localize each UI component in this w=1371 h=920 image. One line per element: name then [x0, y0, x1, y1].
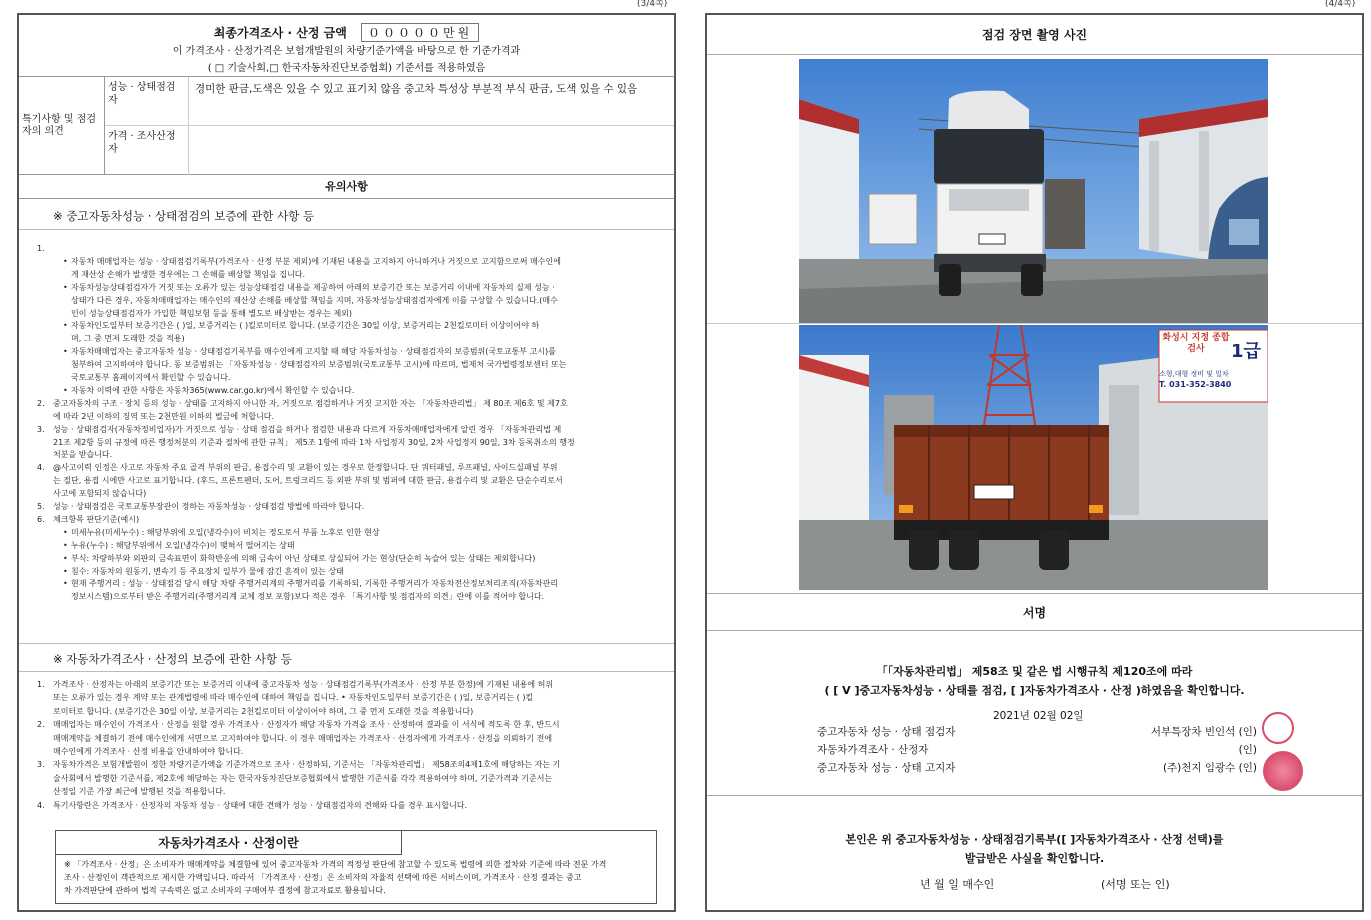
notice-number: 4.	[37, 463, 45, 473]
photo-section-title: 점검 장면 촬영 사진	[707, 15, 1362, 55]
notice-line	[37, 514, 659, 527]
notice-line	[37, 566, 659, 579]
notice-text: 에 따라 2년 이하의 징역 또는 2천만원 이하의 벌금에 처합니다.	[53, 411, 275, 421]
remarks-header: 특기사항 및 점검자의 의견	[19, 77, 105, 175]
remarks-row-label: 가격 · 조사산정자	[105, 126, 189, 175]
signer-name: (주)천지 임광수 (인)	[1162, 762, 1257, 774]
notice-line	[37, 437, 659, 450]
inspection-record-page-4	[705, 13, 1364, 912]
price-warranty-heading: ※ 자동차가격조사 · 산정의 보증에 관한 사항 등	[53, 652, 292, 666]
notice-number: 5.	[37, 502, 45, 511]
notice-number: 4.	[37, 800, 45, 810]
price-amount-field: ０００００만원	[361, 23, 479, 42]
signature-date: 2021년 02월 02일	[993, 710, 1084, 722]
notice-text: 체크항목 판단기준(예시)	[53, 514, 140, 524]
notice-line	[37, 773, 659, 786]
notice-text: 인이 성능상태점검자가 가입한 책임보험 등을 통해 별도로 배상받는 경우는 제외)	[71, 308, 353, 318]
legal-basis-line: 「「자동차관리법」 제58조 및 같은 법 시행규칙 제120조에 따라	[876, 665, 1193, 678]
bullet-icon: •	[63, 321, 68, 331]
definition-text	[64, 858, 648, 897]
notice-line	[37, 706, 659, 719]
notice-text: 술사회에서 발행한 기준서를, 제2호에 해당하는 자는 한국자동차진단보증협회에서 발행한 기준서를 각각 적용하여야 하며, 기준가격과 기준서는	[53, 773, 553, 783]
bullet-icon: •	[63, 579, 68, 589]
ack-line: 발급받은 사실을 확인합니다.	[964, 852, 1105, 865]
photo-divider	[707, 323, 1362, 324]
notice-text: 중고자동차의 구조 · 장치 등의 성능 · 상태를 고지하지 아니한 자, 거짓으로 점검하거나 거짓 고지한 자는 「자동차관리법」 제 80조 제6호 및 제7호	[53, 398, 568, 408]
remarks-row-text	[189, 126, 674, 175]
notice-line	[37, 759, 659, 772]
notice-text: 며, 그 중 먼저 도래한 것을 적용)	[71, 334, 185, 344]
bullet-icon: •	[63, 347, 68, 357]
ack-line: 본인은 위 중고자동차성능 · 상태점검기록부([ ]자동차가격조사 · 산정 선택)를	[845, 833, 1224, 846]
notice-number: 2.	[37, 720, 45, 730]
notice-text: 가격조사 · 산정자는 아래의 보증기간 또는 보증거리 이내에 중고자동차 성능 · 상태점검기록부(가격조사 · 산정 부분 한정)에 기재된 내용에 허위	[53, 680, 554, 689]
notice-line	[37, 449, 659, 462]
buyer-date-field: 년 월 일 매수인	[920, 878, 995, 891]
notice-line	[37, 256, 659, 269]
signer-role: 중고자동차 성능 · 상태 점검자	[817, 726, 956, 738]
final-price-title-row	[19, 23, 674, 42]
shop-sign-services: 소형,대형 정비 및 일차	[1159, 370, 1229, 378]
buyer-acknowledgement	[707, 795, 1362, 910]
signer-name: (인)	[1238, 744, 1257, 756]
notice-line	[37, 333, 659, 346]
notice-text: 게 재산상 손해가 발생한 경우에는 그 손해를 배상할 책임을 집니다.	[71, 269, 306, 279]
notice-text: 산정일 기준 가장 최근에 발행된 것을 적용합니다.	[53, 787, 226, 797]
remarks-row-label: 성능 · 상태점검자	[105, 77, 189, 125]
notice-line	[37, 540, 659, 553]
notice-number: 6.	[37, 514, 45, 524]
notice-text: 정보시스템)으로부터 받은 주행거리(주행거리계 교체 정보 포함)보다 적은 경우 「특기사항 및 점검자의 의견」란에 이를 적어야 합니다.	[71, 592, 545, 602]
notice-line	[37, 527, 659, 540]
remarks-row	[105, 77, 674, 126]
signer-name: 서부특장차 빈인석 (인)	[1150, 726, 1257, 738]
notice-line	[37, 786, 659, 799]
price-standard-text: ( □ 기술사회,□ 한국자동차진단보증협회) 기준서를 적용하였음	[207, 63, 486, 74]
notice-line	[37, 578, 659, 591]
shop-sign-text: 화성시 지정 종합검사	[1162, 333, 1230, 354]
notice-text: 자동차 이력에 관한 사항은 자동차365(www.car.go.kr)에서 확인할 수 있습니다.	[71, 385, 355, 395]
bullet-icon: •	[63, 385, 68, 395]
notice-text: 상태가 다른 경우, 자동차매매업자는 매수인의 재산상 손해를 배상할 책임을 지며, 자동차성능상태점검자에게 이를 구상할 수 있습니다.(매수	[71, 295, 558, 305]
notice-text: 자동차성능상태점검자가 거짓 또는 오류가 있는 성능상태점검 내용을 제공하여 아래의 보증기간 또는 보증거리 이내에 자동차의 실제 성능 ·	[71, 282, 555, 292]
remarks-table	[19, 77, 674, 175]
notice-number: 2.	[37, 398, 45, 408]
notice-title: 유의사항	[19, 175, 674, 199]
notice-number: 3.	[37, 424, 45, 434]
notice-text: 특기사항란은 가격조사 · 산정자의 자동차 성능 · 상태에 대한 견해가 성능 · 상태점검자의 견해와 다를 경우 표시합니다.	[53, 800, 468, 810]
notice-line	[37, 733, 659, 746]
truck-front-photo	[799, 59, 1268, 323]
warranty-heading: ※ 중고자동차성능 · 상태점검의 보증에 관한 사항 등	[53, 209, 315, 223]
notice-text: 21조 제2항 등의 규정에 따른 행정처분의 기준과 절차에 관한 규칙」 제5조 1항에 따라 1차 사업정지 30일, 2차 사업정지 90일, 3차 등록취소의 행정	[53, 437, 575, 447]
notice-line	[37, 746, 659, 759]
notice-line	[37, 282, 659, 295]
shop-sign-grade: 1급	[1231, 341, 1261, 362]
notice-text: 매매업자는 매수인이 가격조사 · 산정을 원할 경우 가격조사 · 산정자가 해당 자동차 가격을 조사 · 산정하여 결과를 이 서식에 적도록 한 후, 반드시	[53, 720, 560, 730]
notice-text: 자동차 매매업자는 성능 · 상태점검기록부(가격조사 · 산정 부분 제외)에 기재된 내용을 고지하지 아니하거나 거짓으로 고지함으로써 매수인에	[71, 256, 561, 266]
notice-line	[37, 488, 659, 501]
definition-line: 차 가격판단에 관하여 법적 구속력은 없고 소비자의 구매여부 결정에 참고자료로 활용됩니다.	[64, 886, 386, 895]
notice-text: 자동차인도일부터 보증기간은 ( )일, 보증거리는 ( )킬로미터로 합니다. (보증기간은 30일 이상, 보증거리는 2천킬로미터 이상이어야 하	[71, 321, 540, 331]
notice-text: 첨부하여 고지하여야 합니다. 동 보증범위는 「자동차성능 · 상태점검자의 보증범위(국토교통부 고시)에 따르며, 법제처 국가법령정보센터 또는	[71, 360, 567, 370]
bullet-icon: •	[63, 282, 68, 292]
definition-line: 조사 · 산정인이 객관적으로 제시한 가액입니다. 따라서 「가격조사 · 산정」은 소비자의 자율적 선택에 따른 서비스이며, 가격조사 · 산정 결과는 중고	[64, 873, 582, 882]
page-number-right: (4/4쪽)	[1325, 0, 1356, 9]
notice-text: 자동차가격은 보험개발원이 정한 차량기준가액을 기준가격으로 조사 · 산정하되, 기준서는 「자동차관리법」 제58조의4제1호에 해당하는 자는 기	[53, 760, 561, 770]
bullet-icon: •	[63, 256, 68, 266]
page-number-left: (3/4쪽)	[637, 0, 668, 9]
notice-line	[37, 411, 659, 424]
notice-line	[37, 295, 659, 308]
notice-text: 매매계약을 체결하기 전에 매수인에게 서면으로 고지하여야 합니다. 이 경우 매매업자는 가격조사 · 산정자에게 가격조사 · 산정을 의뢰하기 전에	[53, 733, 553, 743]
shop-sign-phone: T. 031-352-3840	[1159, 380, 1232, 389]
notice-text: 침수: 자동차의 원동기, 변속기 등 주요장치 일부가 물에 잠긴 흔적이 있는 상태	[71, 566, 344, 576]
divider	[19, 229, 674, 230]
notice-text: 미세누유(미세누수) : 해당부위에 오일(냉각수)이 비치는 정도로서 부품 노후로 인한 현상	[71, 527, 380, 537]
photo-area	[707, 55, 1362, 593]
notice-number: 1.	[37, 680, 45, 689]
notice-text: 처분을 받습니다.	[53, 450, 113, 460]
inspection-record-page-3	[17, 13, 676, 912]
bullet-icon: •	[63, 540, 68, 550]
signer-role: 중고자동차 성능 · 상태 고지자	[817, 762, 956, 774]
signature-title: 서명	[707, 593, 1362, 631]
buyer-signature-field: (서명 또는 인)	[1101, 878, 1170, 891]
notice-number: 1.	[37, 244, 45, 253]
definition-title: 자동차가격조사 · 산정이란	[56, 831, 402, 855]
notice-line	[37, 719, 659, 732]
inspector-seal-icon	[1262, 712, 1294, 744]
remarks-row	[105, 126, 674, 175]
notice-line	[37, 679, 659, 692]
notice-text: @사고이력 인정은 사고로 자동차 주요 골격 부위의 판금, 용접수리 및 교환이 있는 경우로 한정합니다. 단 쿼터패널, 루프패널, 사이드실패널 부위	[53, 463, 558, 473]
notice-text: 현재 주행거리 : 성능 · 상태점검 당시 해당 차량 주행거리계의 주행거리를 기록하되, 기록한 주행거리가 자동차전산정보처리조직(자동차관리	[71, 579, 558, 589]
notice-text: 자동차매매업자는 중고자동차 성능 · 상태점검기록부를 매수인에게 고지할 때 해당 자동차성능 · 상태점검자의 보증범위(국토교통부 고시)를	[71, 347, 556, 357]
notice-number: 3.	[37, 760, 45, 770]
notice-text: 부식: 차량하부와 외판의 금속표면이 화학반응에 의해 금속이 아닌 상태로 상실되어 가는 현상(단순히 녹슬어 있는 상태는 제외합니다)	[71, 553, 536, 563]
notice-line	[37, 501, 659, 514]
notice-text: 또는 오류가 있는 경우 계약 또는 관계법령에 따라 매수인에 대하여 책임을 집니다. • 자동차인도일부터 보증기간은 ( )일, 보증거리는 ( )킬	[53, 693, 534, 703]
notice-text: 로미터로 합니다. (보증기간은 30일 이상, 보증거리는 2천킬로미터 이상이어야 하며, 그 중 먼저 도래한 것을 적용합니다)	[53, 706, 474, 716]
notice-line	[37, 308, 659, 321]
notice-line	[37, 692, 659, 705]
definition-line: ※ 「가격조사 · 산정」은 소비자가 매매계약을 체결함에 있어 중고자동차 가격의 적정성 판단에 참고할 수 있도록 법령에 의한 절차와 기준에 따라 전문 가격	[64, 860, 607, 869]
notice-text: 사고에 포함되지 않습니다)	[53, 489, 147, 499]
notice-line	[37, 269, 659, 282]
notice-text: 는 절단, 용접 시에만 사고로 표기합니다. (후드, 프론트펜더, 도어, 트렁크리드 등 외판 부위 및 범퍼에 대한 판금, 용접수리 및 교환은 단순수리로서	[53, 476, 563, 486]
notice-text: 성능 · 상태점검은 국토교통부장관이 정하는 자동차성능 · 상태점검 방법에 따라야 합니다.	[53, 502, 365, 511]
final-price-block	[19, 15, 674, 77]
notice-line	[37, 359, 659, 372]
notice-line	[37, 346, 659, 359]
notice-line	[37, 320, 659, 333]
notice-text: 누유(누수) : 해당부위에서 오일(냉각수)이 맺혀서 떨어지는 상태	[71, 540, 295, 550]
confirmation-line: ( [ V ]중고자동차성능 · 상태를 점검, [ ]자동차가격조사 · 산정 )하였음을 확인합니다.	[824, 684, 1245, 697]
notice-text: 매수인에게 가격조사 · 산정 비용을 안내하여야 합니다.	[53, 747, 244, 756]
bullet-icon: •	[63, 566, 68, 576]
notice-line	[37, 385, 659, 398]
bullet-icon: •	[63, 527, 68, 537]
notice-line	[37, 424, 659, 437]
notice-line	[37, 553, 659, 566]
final-price-title: 최종가격조사 · 산정 금액	[213, 26, 347, 40]
signer-role: 자동차가격조사 · 산정자	[817, 744, 929, 756]
company-seal-icon	[1263, 751, 1303, 791]
notice-line	[37, 462, 659, 475]
divider	[19, 643, 674, 644]
notice-line	[37, 800, 659, 813]
truck-rear-photo	[799, 325, 1268, 590]
notice-text: 성능 · 상태점검자(자동차정비업자)가 거짓으로 성능 · 상태 점검을 하거나 점검한 내용과 다르게 자동차매매업자에게 알린 경우 「자동차관리법 제	[53, 424, 562, 434]
divider	[19, 671, 674, 672]
notice-line	[37, 591, 659, 604]
definition-box	[55, 830, 657, 904]
notice-text: 국토교통부 홈페이지에서 확인할 수 있습니다.	[71, 373, 231, 382]
bullet-icon: •	[63, 553, 68, 563]
remarks-row-text: 경미한 판금,도색은 있을 수 있고 표기치 않음 중고차 특성상 부분적 부식 판금, 도색 있을 수 있음	[195, 83, 638, 95]
notice-line	[37, 372, 659, 385]
notice-line	[37, 475, 659, 488]
price-basis-text: 이 가격조사 · 산정가격은 보험개발원의 차량기준가액을 바탕으로 한 기준가격과	[172, 46, 521, 57]
notice-line	[37, 398, 659, 411]
